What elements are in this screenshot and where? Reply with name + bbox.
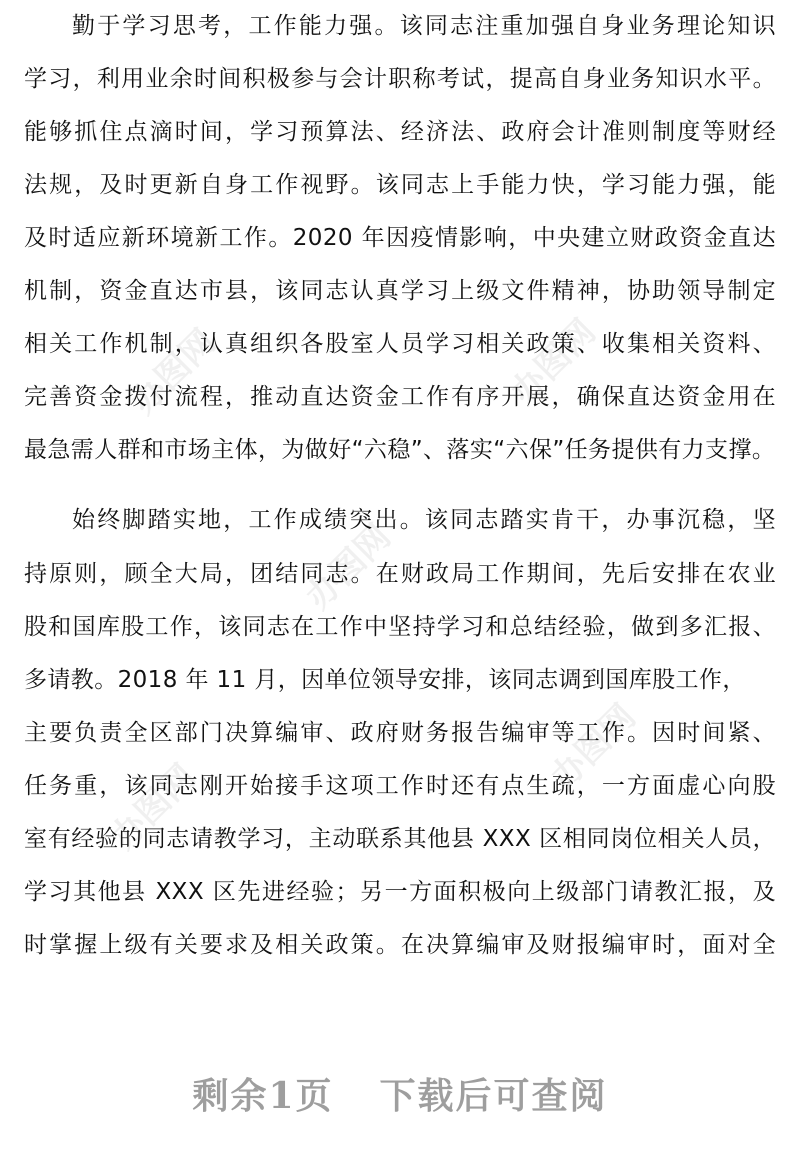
paragraph-line: 法规，及时更新自身工作视野。该同志上手能力快，学习能力强，能 bbox=[24, 172, 776, 198]
paragraph-line: 机制，资金直达市县，该同志认真学习上级文件精神，协助领导制定 bbox=[24, 278, 776, 304]
paragraph-line: 持原则，顾全大局，团结同志。在财政局工作期间，先后安排在农业 bbox=[24, 561, 776, 587]
paragraph-line: 完善资金拨付流程，推动直达资金工作有序开展，确保直达资金用在 bbox=[24, 384, 776, 410]
paragraph-line: 学习，利用业余时间积极参与会计职称考试，提高自身业务知识水平。 bbox=[24, 66, 776, 92]
watermark: 办图网 bbox=[503, 311, 604, 413]
paragraph-line: 能够抓住点滴时间，学习预算法、经济法、政府会计准则制度等财经 bbox=[24, 119, 776, 145]
watermark: 办图网 bbox=[543, 696, 644, 798]
watermark: 办图网 bbox=[298, 516, 399, 618]
download-to-view-label[interactable]: 下载后可查阅 bbox=[379, 1075, 608, 1117]
paragraph-line: 始终脚踏实地，工作成绩突出。该同志踏实肯干，办事沉稳，坚 bbox=[72, 507, 776, 533]
paragraph-line: 室有经验的同志请教学习，主动联系其他县 XXX 区相同岗位相关人员， bbox=[24, 826, 776, 852]
paragraph-line: 时掌握上级有关要求及相关政策。在决算编审及财报编审时，面对全 bbox=[24, 932, 776, 958]
remaining-pages-label: 剩余1页 bbox=[192, 1075, 334, 1117]
paragraph-line: 学习其他县 XXX 区先进经验；另一方面积极向上级部门请教汇报，及 bbox=[24, 879, 776, 905]
remaining-pages-banner[interactable] bbox=[0, 1066, 800, 1126]
paragraph-line: 主要负责全区部门决算编审、政府财务报告编审等工作。因时间紧、 bbox=[24, 720, 776, 746]
paragraph-line: 及时适应新环境新工作。2020 年因疫情影响，中央建立财政资金直达 bbox=[24, 225, 776, 251]
paragraph-line: 多请教。2018 年 11 月，因单位领导安排，该同志调到国库股工作， bbox=[24, 667, 746, 693]
paragraph-line: 任务重，该同志刚开始接手这项工作时还有点生疏，一方面虚心向股 bbox=[24, 773, 776, 799]
paragraph-line: 相关工作机制，认真组织各股室人员学习相关政策、收集相关资料、 bbox=[24, 331, 776, 357]
paragraph-line: 最急需人群和市场主体，为做好“六稳”、落实“六保”任务提供有力支撑。 bbox=[24, 437, 776, 463]
paragraph-line: 勤于学习思考，工作能力强。该同志注重加强自身业务理论知识 bbox=[72, 13, 776, 39]
watermark: 办图网 bbox=[123, 321, 224, 423]
watermark: 办图网 bbox=[103, 756, 204, 858]
paragraph-line: 股和国库股工作，该同志在工作中坚持学习和总结经验，做到多汇报、 bbox=[24, 614, 776, 640]
